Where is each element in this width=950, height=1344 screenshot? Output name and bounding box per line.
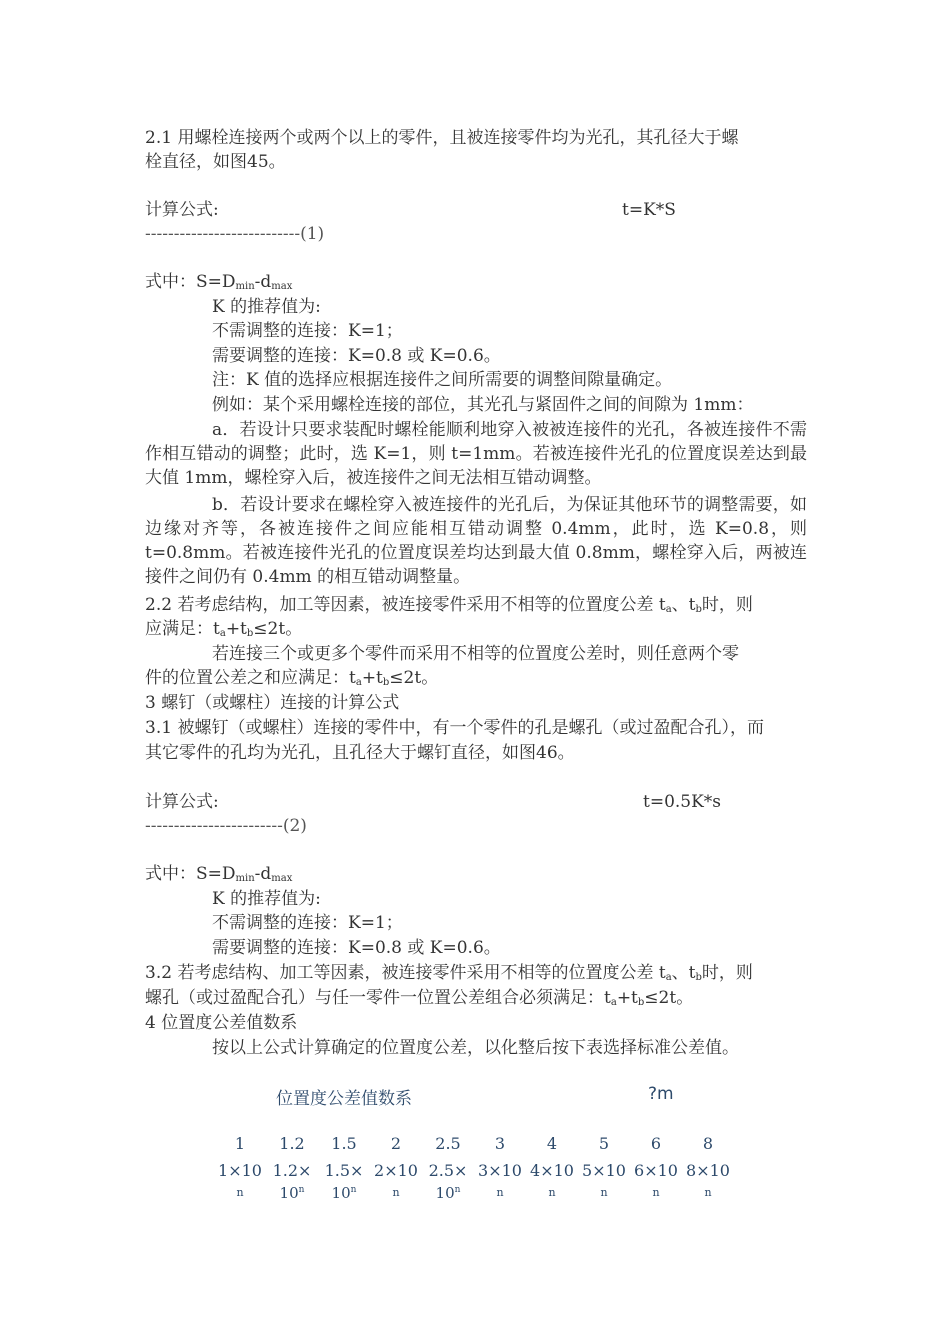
example-intro: 例如：某个采用螺栓连接的部位，其光孔与紧固件之间的间隙为 1mm： xyxy=(212,395,754,415)
table-cell: 4 xyxy=(546,1134,558,1153)
formula-2-label: 计算公式: xyxy=(145,792,219,812)
section-2-2-line-2: 应满足：$t_a+t_b\le 2t$。 xyxy=(145,619,303,639)
table-cell: n xyxy=(600,1186,608,1199)
table-cell: 10$^n$ xyxy=(331,1184,357,1202)
table-cell: 5×10 xyxy=(582,1161,626,1180)
table-cell: 1.5× xyxy=(324,1161,364,1180)
case-a-paragraph: a．若设计只要求装配时螺栓能顺利地穿入被被连接件的光孔，各被连接件不需作相互错动的调整；此时，选 K=1，则 t=1mm。若被连接件光孔的位置度误差达到最大值 1mm，螺栓穿入后，被连接件之间无法相互错动调整。 xyxy=(145,420,807,488)
table-cell: 3×10 xyxy=(478,1161,522,1180)
table-cell: 2.5× xyxy=(428,1161,468,1180)
table-cell: 5 xyxy=(598,1134,610,1153)
table-row-base-values xyxy=(214,1130,734,1158)
table-cell: 10$^n$ xyxy=(435,1184,461,1202)
section-3-2-line-2: 螺孔（或过盈配合孔）与任一零件一位置公差组合必须满足：$t_a+t_b\le 2t$。 xyxy=(145,988,694,1008)
table-row-multiplied xyxy=(214,1158,734,1184)
section-4-text: 按以上公式计算确定的位置度公差，以化整后按下表选择标准公差值。 xyxy=(212,1038,739,1058)
table-cell: 2×10 xyxy=(374,1161,418,1180)
section-3-heading: 3 螺钉（或螺柱）连接的计算公式 xyxy=(145,693,400,713)
section-3-1-line-1: 3.1 被螺钉（或螺柱）连接的零件中，有一个零件的孔是螺孔（或过盈配合孔），而 xyxy=(145,718,764,738)
table-cell: 8 xyxy=(702,1134,714,1153)
k-value-no-adjust-2: 不需调整的连接：K=1； xyxy=(212,913,403,933)
table-cell: n xyxy=(548,1186,556,1199)
table-cell: n xyxy=(652,1186,660,1199)
case-b-paragraph: b．若设计要求在螺栓穿入被连接件的光孔后，为保证其他环节的调整需要，如边缘对齐等，各被连接件之间应能相互错动调整 0.4mm，此时，选 K=0.8，则 t=0.8mm。若被连接件光孔的位置度误差均达到最大值 0.8mm，螺栓穿入后，两被连接件之间仍有 0.4mm 的相互错动调整量。 xyxy=(145,495,807,587)
section-3-2-line-1: 3.2 若考虑结构、加工等因素，被连接零件采用不相等的位置度公差 $t_a$、$t_b$时，则 xyxy=(145,963,753,983)
formula-2-expression: t=0.5K*s xyxy=(643,792,722,812)
table-cell: 2 xyxy=(390,1134,402,1153)
k-note: 注：K 值的选择应根据连接件之间所需要的调整间隙量确定。 xyxy=(212,370,673,390)
table-cell: n xyxy=(496,1186,504,1199)
table-cell: 1.2× xyxy=(272,1161,312,1180)
table-cell: 1.2 xyxy=(279,1134,305,1153)
section-2-2-para-line-1: 若连接三个或更多个零件而采用不相等的位置度公差时，则任意两个零 xyxy=(212,644,739,664)
table-cell: 1.5 xyxy=(331,1134,357,1153)
section-4-heading: 4 位置度公差值数系 xyxy=(145,1013,298,1033)
section-2-2-line-1: 2.2 若考虑结构，加工等因素，被连接零件采用不相等的位置度公差 $t_a$、$t_b$时，则 xyxy=(145,595,753,615)
formula-1-label: 计算公式: xyxy=(145,200,219,220)
section-2-1-line-1: 2.1 用螺栓连接两个或两个以上的零件，且被连接零件均为光孔，其孔径大于螺 xyxy=(145,128,739,148)
table-cell: n xyxy=(704,1186,712,1199)
tolerance-table xyxy=(214,1130,734,1208)
table-unit: ?m xyxy=(648,1084,674,1104)
section-2-1-line-2: 栓直径，如图45。 xyxy=(145,152,286,172)
k-values-title-1: K 的推荐值为: xyxy=(212,297,321,317)
k-value-no-adjust-1: 不需调整的连接：K=1； xyxy=(212,321,403,341)
formula-1-dashes: ---------------------------(1) xyxy=(145,224,325,244)
table-row-exponent xyxy=(214,1184,734,1208)
k-values-title-2: K 的推荐值为: xyxy=(212,889,321,909)
table-cell: 1×10 xyxy=(218,1161,262,1180)
table-title: 位置度公差值数系 xyxy=(276,1089,412,1109)
table-cell: n xyxy=(236,1186,244,1199)
k-value-adjust-2: 需要调整的连接：K=0.8 或 K=0.6。 xyxy=(212,938,501,958)
table-cell: 1 xyxy=(234,1134,246,1153)
table-cell: 4×10 xyxy=(530,1161,574,1180)
table-cell: n xyxy=(392,1186,400,1199)
table-cell: 10$^n$ xyxy=(279,1184,305,1202)
table-cell: 8×10 xyxy=(686,1161,730,1180)
formula-2-dashes: ------------------------(2) xyxy=(145,816,307,836)
formula-1-expression: t=K*S xyxy=(622,200,676,220)
section-2-2-para-line-2: 件的位置公差之和应满足：$t_a+t_b\le 2t$。 xyxy=(145,668,439,688)
table-cell: 3 xyxy=(494,1134,506,1153)
table-cell: 6 xyxy=(650,1134,662,1153)
table-cell: 2.5 xyxy=(435,1134,461,1153)
k-value-adjust-1: 需要调整的连接：K=0.8 或 K=0.6。 xyxy=(212,346,501,366)
formula-1-definition: 式中：$S=D_{min}-d_{max}$ xyxy=(145,272,293,292)
table-cell: 6×10 xyxy=(634,1161,678,1180)
section-3-1-line-2: 其它零件的孔均为光孔，且孔径大于螺钉直径，如图46。 xyxy=(145,743,575,763)
formula-2-definition: 式中：$S=D_{min}-d_{max}$ xyxy=(145,864,293,884)
